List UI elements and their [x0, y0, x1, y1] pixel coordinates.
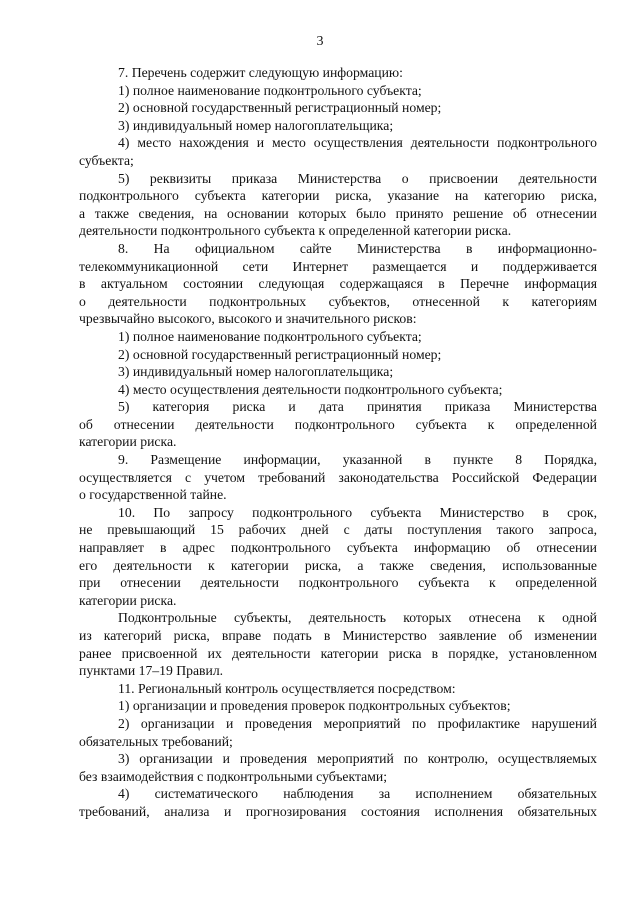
paragraph-9-line-2: осуществляется с учетом требований законодательства Российской Федерации	[79, 469, 597, 485]
paragraph-8-line-2: телекоммуникационной сети Интернет размещается и поддерживается	[79, 258, 597, 274]
paragraph-9-line-3: о государственной тайне.	[79, 487, 227, 503]
paragraph-10-line-3: направляет в адрес подконтрольного субъекта информацию об отнесении	[79, 540, 597, 556]
page-number: 3	[316, 34, 324, 49]
paragraph-8-line-4: о деятельности подконтрольных субъектов, отнесенной к категориям	[79, 293, 597, 309]
paragraph-8-item-5-line-3: категории риска.	[79, 434, 177, 450]
paragraph-8-item-2: 2) основной государственный регистрационный номер;	[118, 346, 442, 362]
paragraph-11-item-2-line-2: обязательных требований;	[79, 733, 233, 749]
paragraph-9-line-1: 9. Размещение информации, указанной в пункте 8 Порядка,	[118, 452, 597, 468]
paragraph-11-item-3	[79, 750, 597, 785]
paragraph-8-item-1: 1) полное наименование подконтрольного субъекта;	[118, 328, 422, 344]
paragraph-11-item-4-line-2: требований, анализа и прогнозирования состояния исполнения обязательных	[79, 803, 597, 819]
paragraph-8-line-1: 8. На официальном сайте Министерства в информационно-	[118, 240, 597, 256]
paragraph-11-item-4-line-1: 4) систематического наблюдения за исполнением обязательных	[118, 786, 597, 802]
paragraph-11-item-3-line-2: без взаимодействия с подконтрольными субъектами;	[79, 768, 387, 784]
paragraph-7-item-5-line-4: деятельности подконтрольного субъекта к определенной категории риска.	[79, 223, 512, 239]
paragraph-10-continuation-line-2: из категорий риска, вправе подать в Министерство заявление об изменении	[79, 628, 597, 643]
paragraph-7-item-5	[79, 170, 597, 240]
paragraph-8-item-3: 3) индивидуальный номер налогоплательщика;	[118, 364, 394, 380]
paragraph-11-item-2-line-1: 2) организации и проведения мероприятий по профилактике нарушений	[118, 715, 597, 731]
paragraph-10-line-1: 10. По запросу подконтрольного субъекта Министерство в срок,	[118, 504, 597, 520]
paragraph-7-item-5-line-2: подконтрольного субъекта категории риска, указание на категорию риска,	[79, 188, 597, 204]
paragraph-10-line-4: его деятельности к категории риска, а также сведения, использованные	[79, 557, 597, 573]
paragraph-8-item-5	[79, 398, 597, 451]
paragraph-7-intro: 7. Перечень содержит следующую информацию:	[118, 65, 403, 80]
paragraph-8-line-3: в актуальном состоянии следующая содержащаяся в Перечне информация	[79, 276, 597, 292]
paragraph-7-item-5-line-1: 5) реквизиты приказа Министерства о присвоении деятельности	[118, 170, 597, 186]
paragraph-10-continuation-line-4: пунктами 17–19 Правил.	[79, 663, 224, 679]
paragraph-7-item-4-line-1: 4) место нахождения и место осуществления деятельности подконтрольного	[118, 135, 597, 151]
paragraph-8-item-5-line-2: об отнесении деятельности подконтрольного субъекта к определенной	[79, 416, 597, 432]
paragraph-8-item-5-line-1: 5) категория риска и дата принятия приказа Министерства	[118, 399, 597, 415]
paragraph-9	[79, 451, 597, 504]
paragraph-8-item-4: 4) место осуществления деятельности подконтрольного субъекта;	[118, 381, 503, 397]
paragraph-10-continuation	[79, 609, 597, 679]
paragraph-7-item-2: 2) основной государственный регистрационный номер;	[118, 100, 442, 116]
paragraph-11-item-2	[79, 715, 597, 750]
paragraph-11-intro: 11. Региональный контроль осуществляется посредством:	[118, 680, 456, 696]
paragraph-7-item-5-line-3: а также сведения, на основании которых было принято решение об отнесении	[79, 205, 597, 221]
paragraph-10-line-6: категории риска.	[79, 592, 177, 608]
paragraph-11-item-1: 1) организации и проведения проверок подконтрольных субъектов;	[118, 698, 511, 714]
paragraph-10-line-5: при отнесении деятельности подконтрольного субъекта к определенной	[79, 575, 597, 591]
paragraph-11-item-4	[79, 785, 597, 820]
paragraph-7-item-4-line-2: субъекта;	[79, 152, 134, 168]
paragraph-8-line-5: чрезвычайно высокого, высокого и значительного рисков:	[79, 311, 417, 327]
paragraph-7-item-3: 3) индивидуальный номер налогоплательщика;	[118, 117, 394, 133]
paragraph-10-continuation-line-3: ранее присвоенной их деятельности категории риска в порядке, установленном	[79, 645, 597, 661]
document-body	[79, 64, 597, 821]
paragraph-7-item-4	[79, 134, 597, 169]
paragraph-10-continuation-line-1: Подконтрольные субъекты, деятельность которых отнесена к одной	[118, 610, 597, 626]
paragraph-10	[79, 504, 597, 610]
paragraph-7-item-1: 1) полное наименование подконтрольного субъекта;	[118, 82, 422, 98]
paragraph-8	[79, 240, 597, 328]
paragraph-10-line-2: не превышающий 15 рабочих дней с даты поступления такого запроса,	[79, 522, 597, 538]
paragraph-11-item-3-line-1: 3) организации и проведения мероприятий по контролю, осуществляемых	[118, 751, 597, 767]
